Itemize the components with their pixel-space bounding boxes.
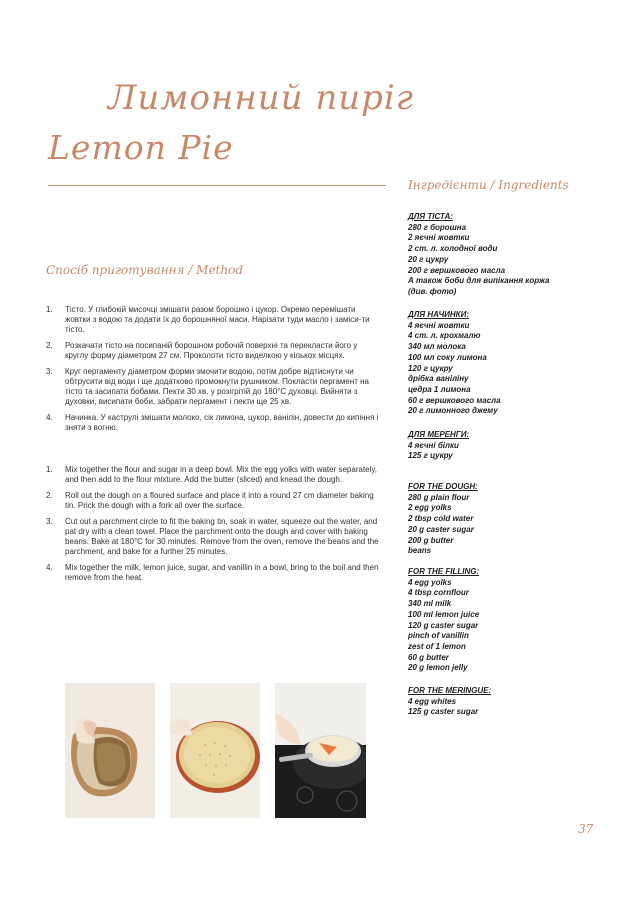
photo-pricked-dough — [170, 683, 260, 818]
ingredient-item: beans — [408, 546, 432, 556]
method-step: 3. Круг пергаменту діаметром форми змочити водою, потім добре відтиснути чи обтрусити від води і ще додатково промокнути рушником. Покласти пергамент на тісто та засипати бобами. Пекти 30 хв. у розігрітій до 180°С духовці. Вийняти з духовки, висипати боби, забрати пергамент і пекти ще 25 хв. — [46, 367, 369, 406]
ingredient-item: 2 ст. л. холодної води — [408, 244, 498, 254]
ingredient-item: zest of 1 lemon — [408, 641, 466, 651]
method-heading: Спосіб приготування / Method — [46, 263, 244, 277]
title-english: Lemon Pie — [48, 128, 234, 167]
ingredient-item: 60 g butter — [408, 652, 449, 662]
ingredient-item: А також боби для випікання коржа — [408, 276, 550, 286]
method-step: 2. Розкачати тісто на посипаній борошном робочій поверхні та перекласти його у круглу форму діаметром 27 см. Проколоти тісто виделкою у кількох місцях. — [46, 341, 358, 360]
method-step: 3. Cut out a parchment circle to fit the baking tin, soak in water, squeeze out the water, and pat dry with a clean towel. Place the parchment onto the dough and cover with baking beans. Bake at 180°C for 30 minutes. Remove from the oven, remove the beans and the parchment, and bake for a further 25 minutes. — [46, 517, 379, 556]
ingredient-item: pinch of vanillin — [408, 631, 469, 641]
method-step: 1. Тісто. У глибокій мисочці змішати разом борошно і цукор. Окремо перемішати жовтки з водою та додати їх до борошняної маси. Нарізати туди масло і заміси-ти тісто. — [46, 305, 370, 334]
ingredient-item: 280 g plain flour — [408, 492, 470, 502]
ingredients-heading: Інгредієнти / Ingredients — [408, 178, 569, 192]
ingredient-item: дрібка ваніліну — [408, 374, 469, 384]
page-number: 37 — [578, 822, 594, 836]
ingredient-item: 4 яєчні білки — [408, 440, 459, 450]
ingredient-group-heading: ДЛЯ НАЧИНКИ: — [408, 310, 470, 319]
title-divider — [48, 185, 386, 186]
ingredient-item: 120 g caster sugar — [408, 620, 479, 630]
ingredient-item: 4 ст. л. крохмалю — [408, 331, 481, 341]
ingredient-item: 4 tbsp cornflour — [408, 588, 469, 598]
ingredient-item: 125 г цукру — [408, 451, 453, 461]
ingredient-item: 120 г цукру — [408, 363, 453, 373]
ingredient-item: 20 г цукру — [408, 254, 449, 264]
ingredient-item: 200 г вершкового масла — [408, 265, 506, 275]
ingredient-item: 20 г лимонного джему — [408, 406, 498, 416]
ingredient-item: 340 мл молока — [408, 342, 466, 352]
ingredient-group-heading: FOR THE DOUGH: — [408, 482, 478, 491]
ingredient-item: 20 g lemon jelly — [408, 663, 468, 673]
ingredient-item: (див. фото) — [408, 286, 457, 296]
ingredient-item: 100 мл соку лимона — [408, 352, 487, 362]
ingredient-item: 2 яєчні жовтки — [408, 233, 470, 243]
ingredients-dough-english — [408, 482, 588, 557]
method-step: 2. Roll out the dough on a floured surface and place it into a round 27 cm diameter baking tin. Prick the dough with a fork all over the surface. — [46, 491, 374, 510]
ingredient-item: 125 g caster sugar — [408, 707, 479, 717]
ingredient-item: 20 g caster sugar — [408, 524, 474, 534]
ingredient-item: 2 egg yolks — [408, 503, 452, 513]
method-step: 4. Mix together the milk, lemon juice, sugar, and vanillin in a bowl, bring to the boil and then remove from the heat. — [46, 563, 379, 582]
ingredient-item: цедра 1 лимона — [408, 384, 471, 394]
ingredient-item: 100 ml lemon juice — [408, 609, 480, 619]
ingredient-item: 280 г борошна — [408, 222, 467, 232]
ingredients-meringue-english — [408, 686, 588, 718]
method-step: 1. Mix together the flour and sugar in a deep bowl. Mix the egg yolks with water separately, and then add to the flour mixture. Add the butter (sliced) and knead the dough. — [46, 465, 378, 484]
method-step: 4. Начинка. У каструлі змішати молоко, сік лимона, цукор, ванілін, довести до кипіння і зняти з вогню. — [46, 413, 379, 432]
ingredient-group-heading: FOR THE FILLING: — [408, 567, 480, 576]
ingredient-item: 340 ml milk — [408, 599, 452, 609]
ingredient-item: 4 яєчні жовтки — [408, 320, 470, 330]
method-list-ukrainian — [46, 305, 380, 439]
ingredients-meringue-ukrainian — [408, 430, 588, 462]
ingredient-item: 4 egg yolks — [408, 577, 452, 587]
ingredients-filling-english — [408, 567, 588, 674]
ingredient-item: 200 g butter — [408, 535, 454, 545]
ingredient-group-heading: FOR THE MERINGUE: — [408, 686, 492, 695]
ingredient-group-heading: ДЛЯ ТІСТА: — [408, 212, 453, 221]
ingredient-item: 2 tbsp cold water — [408, 514, 474, 524]
title-ukrainian: Лимонний пиріг — [108, 78, 414, 118]
photo-dough-in-tin-with-beans — [65, 683, 155, 818]
ingredients-filling-ukrainian — [408, 310, 588, 417]
ingredients-dough-ukrainian — [408, 212, 588, 298]
method-list-english — [46, 465, 380, 589]
ingredient-item: 60 г вершкового масла — [408, 395, 501, 405]
ingredient-item: 4 egg whites — [408, 696, 457, 706]
photo-saucepan-on-hob — [275, 683, 366, 818]
ingredient-group-heading: ДЛЯ МЕРЕНГИ: — [408, 430, 470, 439]
